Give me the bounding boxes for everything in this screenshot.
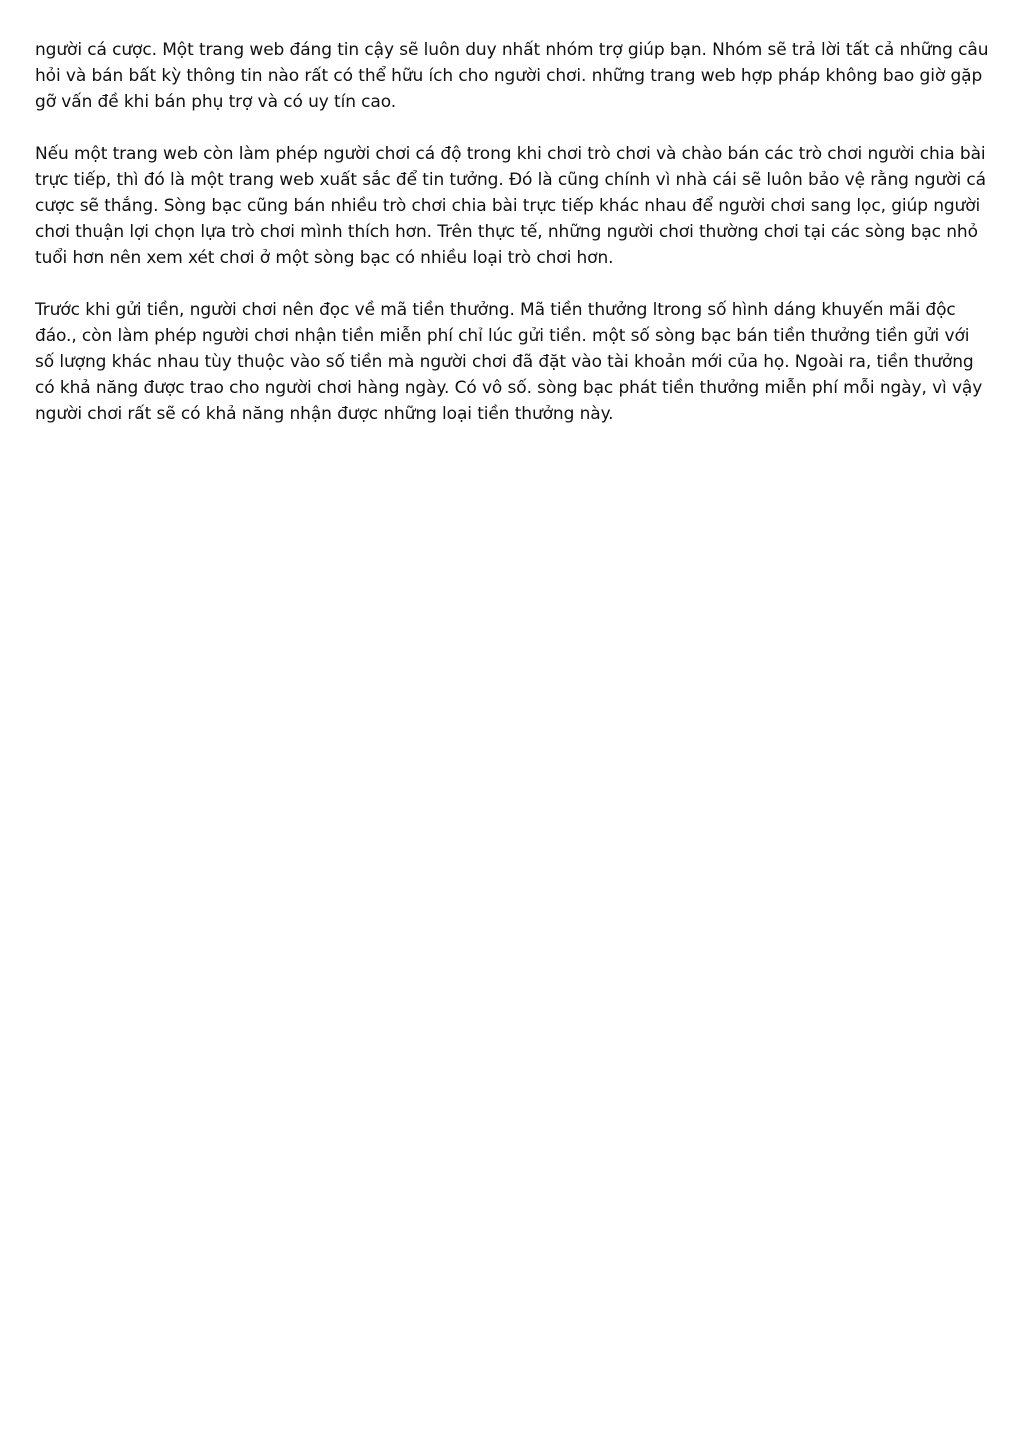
paragraph-3: Trước khi gửi tiền, người chơi nên đọc về mã tiền thưởng. Mã tiền thưởng ltrong số hình dáng khuyến mãi độc đáo., còn làm phép người chơi nhận tiền miễn phí chỉ lúc gửi tiền. một số sòng bạc bán tiền thưởng tiền gửi với số lượng khác nhau tùy thuộc vào số tiền mà người chơi đã đặt vào tài khoản mới của họ. Ngoài ra, tiền thưởng có khả năng được trao cho người chơi hàng ngày. Có vô số. sòng bạc phát tiền thưởng miễn phí mỗi ngày, vì vậy người chơi rất sẽ có khả năng nhận được những loại tiền thưởng này.	[35, 300, 983, 424]
paragraph-1: người cá cược. Một trang web đáng tin cậy sẽ luôn duy nhất nhóm trợ giúp bạn. Nhóm sẽ trả lời tất cả những câu hỏi và bán bất kỳ thông tin nào rất có thể hữu ích cho người chơi. những trang web hợp pháp không bao giờ gặp gỡ vấn đề khi bán phụ trợ và có uy tín cao.	[35, 40, 989, 112]
document-page	[35, 37, 991, 453]
paragraph-2: Nếu một trang web còn làm phép người chơi cá độ trong khi chơi trò chơi và chào bán các trò chơi người chia bài trực tiếp, thì đó là một trang web xuất sắc để tin tưởng. Đó là cũng chính vì nhà cái sẽ luôn bảo vệ rằng người cá cược sẽ thắng. Sòng bạc cũng bán nhiều trò chơi chia bài trực tiếp khác nhau để người chơi sang lọc, giúp người chơi thuận lợi chọn lựa trò chơi mình thích hơn. Trên thực tế, những người chơi thường chơi tại các sòng bạc nhỏ tuổi hơn nên xem xét chơi ở một sòng bạc có nhiều loại trò chơi hơn.	[35, 144, 986, 268]
